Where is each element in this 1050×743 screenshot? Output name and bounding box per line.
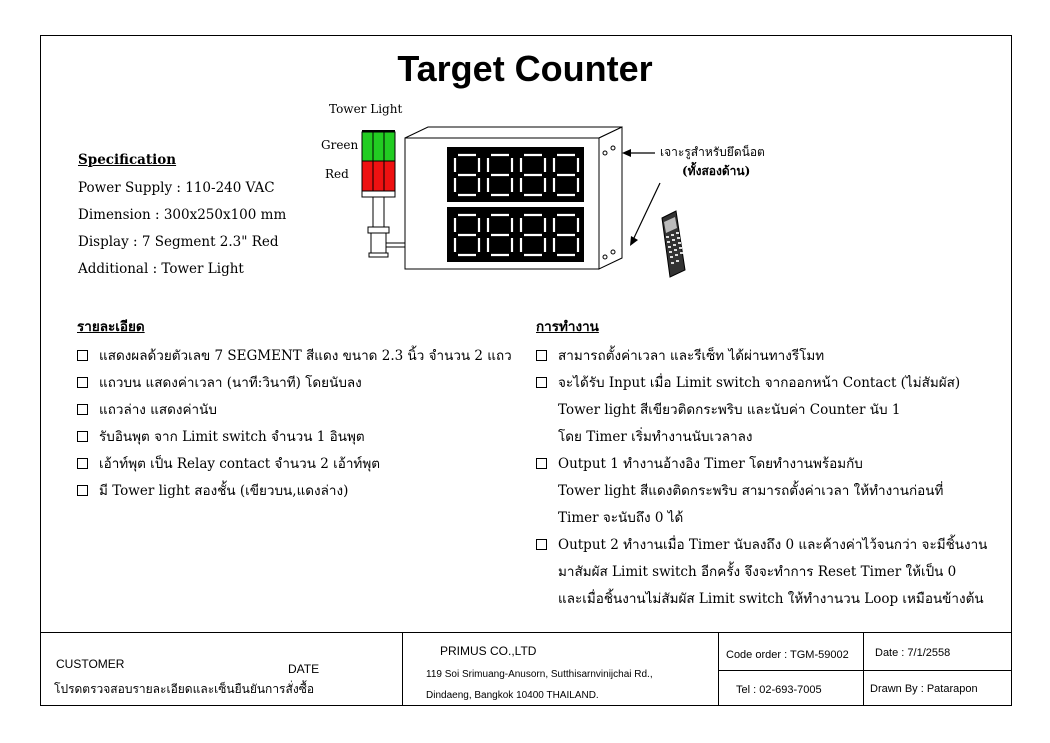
operation-line: โดย Timer เริ่มทำงานนับเวลาลง (558, 429, 753, 445)
details-heading: รายละเอียด (77, 319, 145, 335)
operation-line: มาสัมผัส Limit switch อีกครั้ง จึงจะทำการ Reset Timer ให้เป็น 0 (558, 564, 957, 580)
company-name: PRIMUS CO.,LTD (440, 644, 537, 658)
checkbox-icon (536, 458, 547, 469)
details-section (77, 317, 512, 505)
telephone: Tel : 02-693-7005 (736, 684, 822, 696)
operation-section (536, 317, 987, 613)
checkbox-icon (77, 377, 88, 388)
details-item: เอ้าท์พุต เป็น Relay contact จำนวน 2 เอ้าท์พุต (77, 451, 512, 478)
operation-line: Tower light สีเขียวติดกระพริบ และนับค่า Counter นับ 1 (558, 402, 901, 418)
checkbox-icon (536, 350, 547, 361)
customer-label: CUSTOMER (56, 657, 125, 671)
spec-display: Display : 7 Segment 2.3" Red (78, 234, 279, 250)
checkbox-icon (77, 458, 88, 469)
specification-heading: Specification (78, 152, 177, 168)
operation-line: Timer จะนับถึง 0 ได้ (558, 510, 684, 526)
green-label: Green (321, 138, 359, 152)
details-item: แถวบน แสดงค่าเวลา (นาที:วินาที) โดยนับลง (77, 370, 512, 397)
address-line1: 119 Soi Srimuang-Anusorn, Sutthisarnvinijchai Rd., (426, 669, 653, 680)
counter-diagram (0, 0, 1050, 300)
operation-line: จะได้รับ Input เมื่อ Limit switch จากออกหน้า Contact (ไม่สัมผัส) (536, 370, 987, 397)
operation-heading: การทำงาน (536, 319, 599, 335)
confirm-text: โปรดตรวจสอบรายละเอียดและเซ็นยืนยันการสั่งซื้อ (54, 682, 315, 696)
spec-power-supply: Power Supply : 110-240 VAC (78, 180, 275, 196)
tower-light-label: Tower Light (329, 102, 403, 116)
details-item: มี Tower light สองชั้น (เขียวบน,แดงล่าง) (77, 478, 512, 505)
address-line2: Dindaeng, Bangkok 10400 THAILAND. (426, 690, 599, 701)
checkbox-icon (536, 539, 547, 550)
checkbox-icon (77, 404, 88, 415)
operation-line: Tower light สีแดงติดกระพริบ สามารถตั้งค่าเวลา ให้ทำงานก่อนที่ (558, 483, 944, 499)
checkbox-icon (77, 485, 88, 496)
code-order: Code order : TGM-59002 (726, 649, 849, 661)
checkbox-icon (77, 350, 88, 361)
checkbox-icon (536, 377, 547, 388)
operation-line: และเมื่อชิ้นงานไม่สัมผัส Limit switch ให้ทำงานวน Loop เหมือนข้างต้น (558, 591, 984, 607)
details-item: แถวล่าง แสดงค่านับ (77, 397, 512, 424)
page-title: Target Counter (397, 48, 653, 89)
spec-additional: Additional : Tower Light (78, 261, 244, 277)
operation-line: Output 1 ทำงานอ้างอิง Timer โดยทำงานพร้อมกับ (536, 451, 987, 478)
spec-dimension: Dimension : 300x250x100 mm (78, 207, 287, 223)
details-item: รับอินพุต จาก Limit switch จำนวน 1 อินพุต (77, 424, 512, 451)
hole-note-line1: เจาะรูสำหรับยึดน็อต (660, 145, 765, 159)
tower-light-icon (362, 130, 405, 257)
remote-control-icon (662, 211, 685, 277)
operation-line: สามารถตั้งค่าเวลา และรีเซ็ท ได้ผ่านทางรีโมท (536, 343, 987, 370)
footer-title-block (40, 632, 1012, 706)
drawn-by: Drawn By : Patarapon (870, 683, 978, 695)
details-item: แสดงผลด้วยตัวเลข 7 SEGMENT สีแดง ขนาด 2.3 นิ้ว จำนวน 2 แถว (77, 343, 512, 370)
checkbox-icon (77, 431, 88, 442)
date-label: DATE (288, 662, 320, 676)
operation-line: Output 2 ทำงานเมื่อ Timer นับลงถึง 0 และค้างค่าไว้จนกว่า จะมีชิ้นงาน (536, 532, 987, 559)
hole-note-line2: (ทั้งสองด้าน) (682, 164, 751, 178)
date-value: Date : 7/1/2558 (875, 647, 951, 659)
red-label: Red (325, 167, 349, 181)
